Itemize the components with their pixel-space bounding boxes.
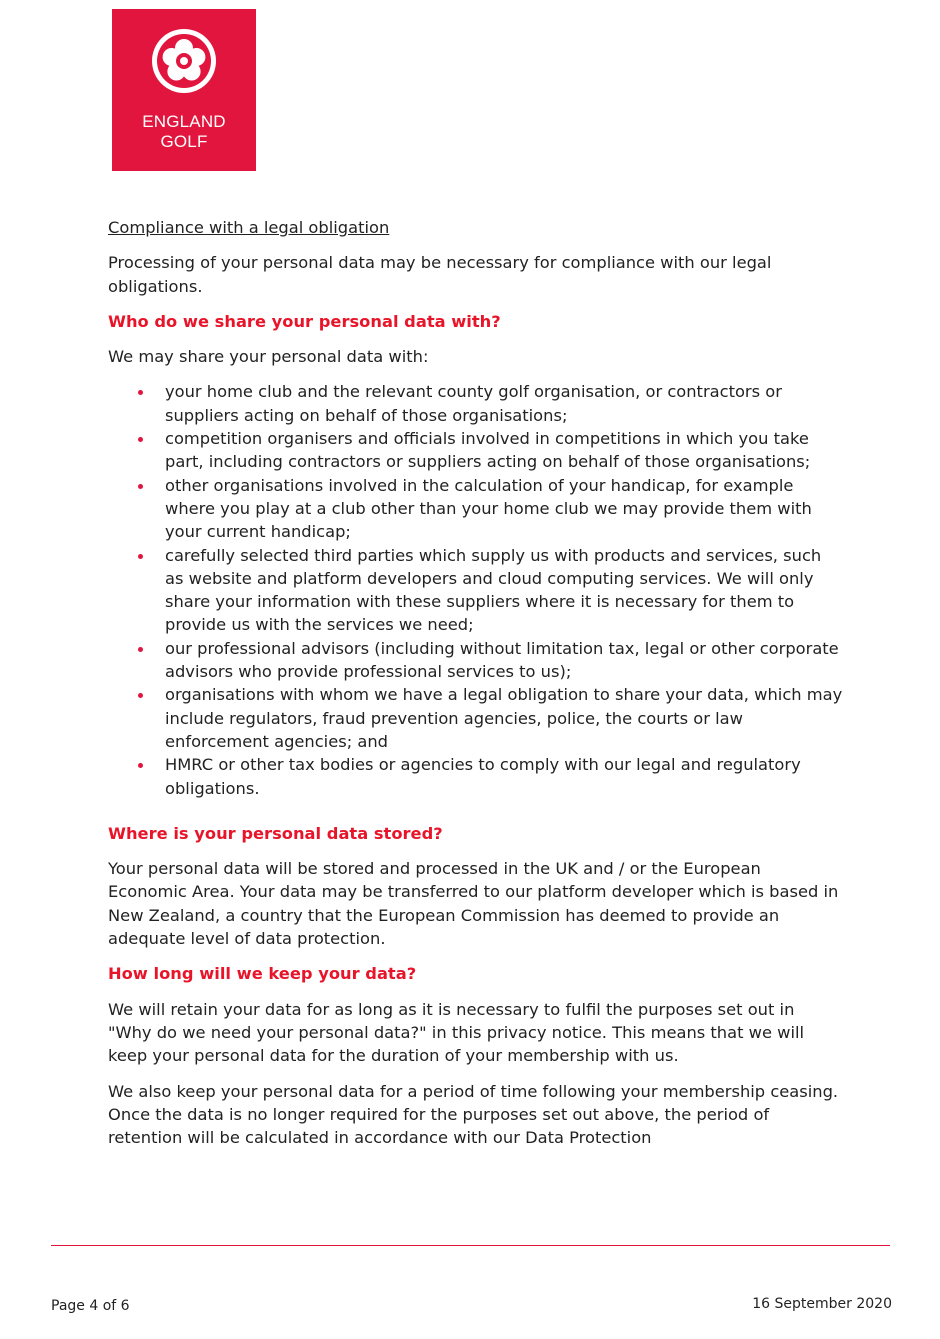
legal-obligation-subheading: Compliance with a legal obligation bbox=[108, 218, 390, 237]
england-golf-logo bbox=[112, 9, 256, 171]
footer-divider bbox=[51, 1245, 890, 1246]
document-body bbox=[108, 216, 843, 1161]
list-item-text: other organisations involved in the calculation of your handicap, for example where you play at a club other than your home club we may provide them with your current handicap; bbox=[165, 475, 812, 542]
retention-paragraph-1: We will retain your data for as long as it is necessary to fulfil the purposes set out in "Why do we need your personal data?" in this privacy notice. This means that we will keep your personal data for the duration of your membership with us. bbox=[108, 999, 805, 1066]
stored-paragraph: Your personal data will be stored and processed in the UK and / or the European Economic Area. Your data may be transferred to our platform developer which is based in New Zealand, a country that the European Commission has deemed to provide an adequate level of data protection. bbox=[108, 859, 839, 949]
bullet-icon bbox=[138, 437, 143, 442]
list-item bbox=[108, 637, 843, 684]
list-item bbox=[108, 683, 843, 753]
share-heading: Who do we share your personal data with? bbox=[108, 311, 501, 331]
share-intro: We may share your personal data with: bbox=[108, 347, 429, 367]
bullet-icon bbox=[138, 647, 143, 652]
bullet-icon bbox=[138, 390, 143, 395]
list-item-text: your home club and the relevant county golf organisation, or contractors or suppliers acting on behalf of those organisations; bbox=[165, 382, 782, 425]
list-item-text: competition organisers and officials involved in competitions in which you take part, including contractors or suppliers acting on behalf of those organisations; bbox=[165, 429, 811, 472]
legal-obligation-paragraph: Processing of your personal data may be necessary for compliance with our legal obligations. bbox=[108, 253, 772, 296]
bullet-icon bbox=[138, 554, 143, 559]
document-date: 16 September 2020 bbox=[752, 1296, 892, 1312]
retention-paragraph-2: We also keep your personal data for a period of time following your membership ceasing. Once the data is no longer required for the purposes set out above, the period of retention will be calculated in accordance with our Data Protection bbox=[108, 1081, 839, 1148]
logo-wordmark bbox=[112, 112, 256, 152]
logo-line-golf: GOLF bbox=[160, 132, 208, 151]
list-item-text: carefully selected third parties which supply us with products and services, such as website and platform developers and cloud computing services. We will only share your information with these suppliers where it is necessary for them to provide us with the services we need; bbox=[165, 545, 822, 635]
list-item bbox=[108, 474, 843, 544]
list-item-text: our professional advisors (including without limitation tax, legal or other corporate advisors who provide professional services to us); bbox=[165, 638, 839, 682]
rose-emblem-icon bbox=[148, 21, 220, 101]
share-list bbox=[108, 380, 843, 799]
list-item bbox=[108, 544, 843, 637]
list-item bbox=[108, 380, 843, 427]
stored-heading: Where is your personal data stored? bbox=[108, 823, 443, 843]
retention-heading: How long will we keep your data? bbox=[108, 964, 417, 984]
list-item bbox=[108, 427, 843, 474]
page-number: Page 4 of 6 bbox=[51, 1298, 130, 1314]
logo-line-england: ENGLAND bbox=[142, 112, 226, 131]
list-item-text: organisations with whom we have a legal obligation to share your data, which may include regulators, fraud prevention agencies, police, the courts or law enforcement agencies; and bbox=[165, 685, 843, 751]
bullet-icon bbox=[138, 484, 143, 489]
bullet-icon bbox=[138, 763, 143, 768]
bullet-icon bbox=[138, 693, 143, 698]
list-item bbox=[108, 753, 843, 800]
list-item-text: HMRC or other tax bodies or agencies to comply with our legal and regulatory obligations. bbox=[165, 755, 801, 798]
